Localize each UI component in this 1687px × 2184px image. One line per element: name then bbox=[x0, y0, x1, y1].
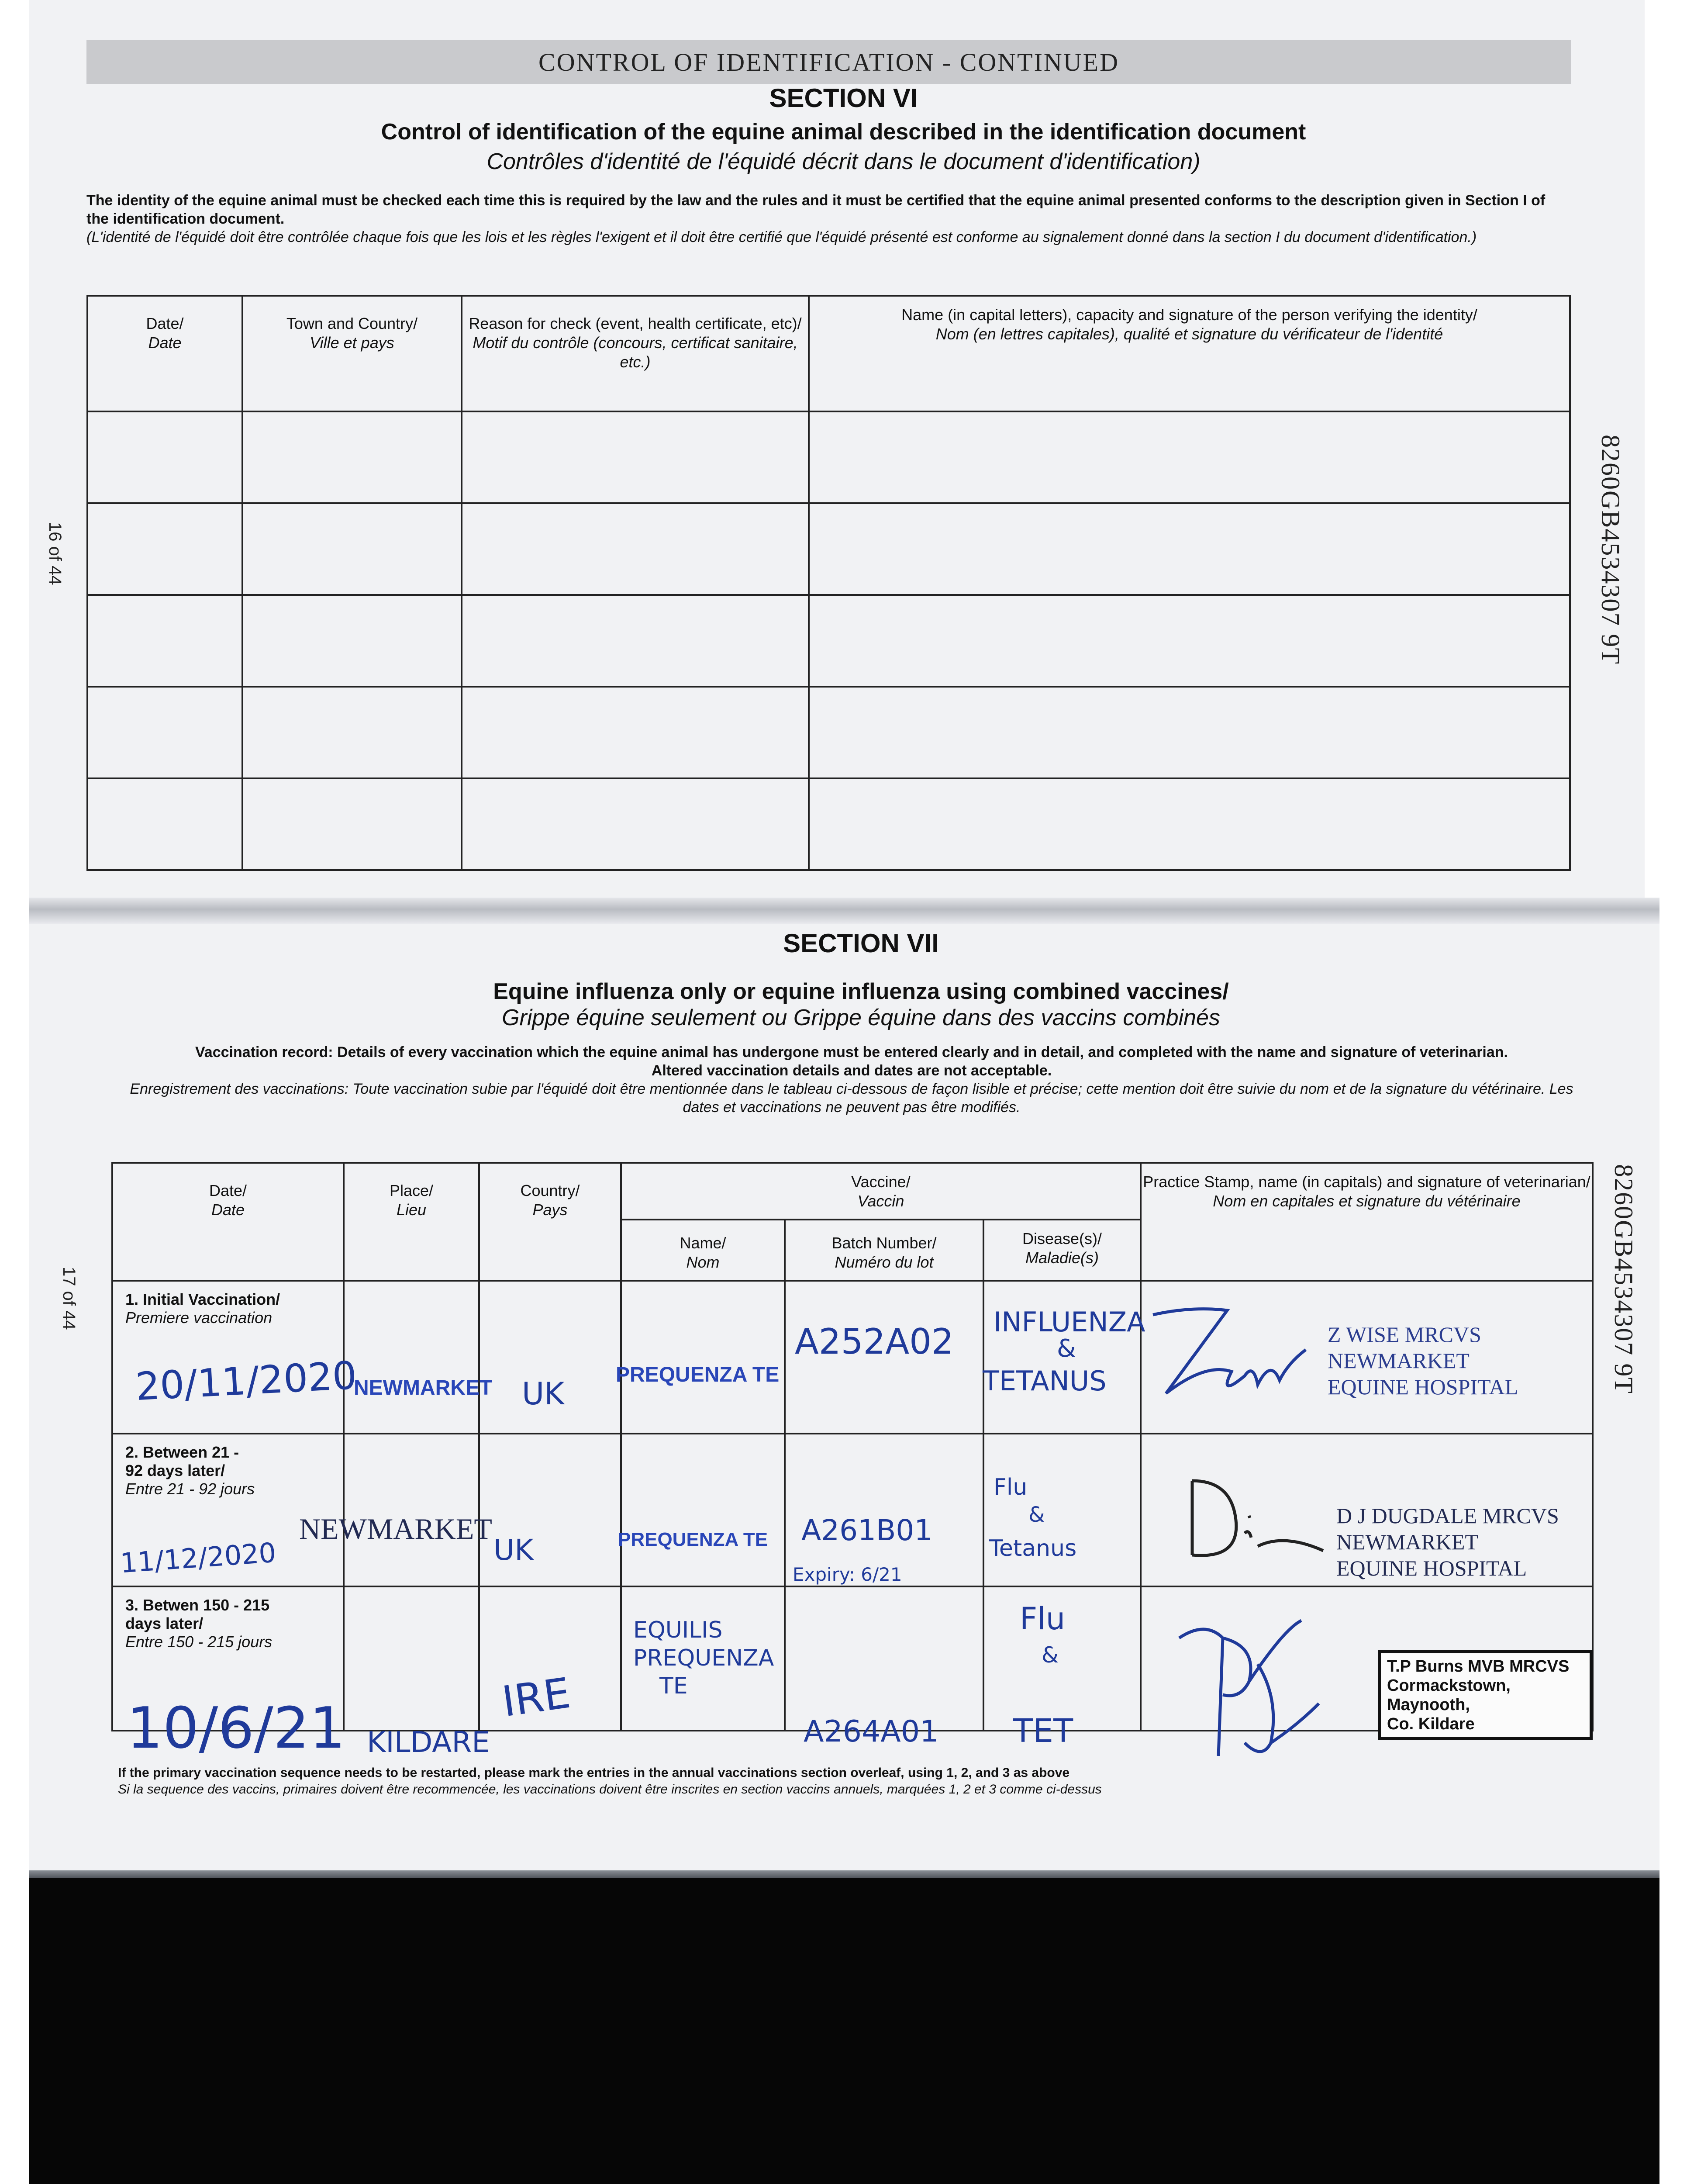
row1-signature bbox=[1140, 1297, 1314, 1413]
row1-disease-1: INFLUENZA bbox=[994, 1306, 1145, 1338]
vac-col-place-fr: Lieu bbox=[396, 1201, 427, 1219]
row3-date: 10/6/21 bbox=[127, 1695, 346, 1761]
id-cell[interactable] bbox=[462, 411, 809, 503]
passport-number-bottom: 8260GB4534307 9T bbox=[1609, 1164, 1638, 1394]
row1-disease-2: & bbox=[1057, 1334, 1076, 1363]
row3-disease-2: & bbox=[1042, 1642, 1059, 1668]
vaccine-name-cell[interactable] bbox=[621, 1434, 785, 1586]
row3-batch: A264A01 bbox=[804, 1714, 939, 1749]
vac-col-disease-fr: Maladie(s) bbox=[1025, 1249, 1099, 1267]
row1-stamp-line1: Z WISE MRCVS bbox=[1328, 1322, 1481, 1347]
section6-title-en: Control of identification of the equine animal described in the identification document bbox=[381, 119, 1306, 145]
col-batch-header bbox=[785, 1220, 983, 1281]
section7-label: SECTION VII bbox=[783, 929, 939, 958]
id-cell[interactable] bbox=[242, 595, 462, 687]
row3-vaccine-name bbox=[633, 1616, 774, 1700]
section7-title-en: Equine influenza only or equine influenza using combined vaccines/ bbox=[493, 979, 1229, 1004]
row3-label-en: 3. Betwen 150 - 215 days later/ bbox=[125, 1596, 270, 1632]
col-vaccine-header bbox=[621, 1163, 1141, 1220]
page-label-16: 16 of 44 bbox=[45, 522, 65, 585]
row2-vaccine-name: PREQUENZA TE bbox=[618, 1529, 768, 1550]
row3-vaccine-line3: TE bbox=[659, 1673, 688, 1699]
vac-col-vaccine-fr: Vaccin bbox=[857, 1192, 904, 1210]
col-verifier-header bbox=[809, 296, 1570, 411]
row1-country: UK bbox=[522, 1376, 565, 1412]
footnote-en: If the primary vaccination sequence needs to be restarted, please mark the entries in the annual vaccinations section overleaf, using 1, 2, and 3 as above bbox=[118, 1766, 1070, 1780]
col-vaccine-name-header bbox=[621, 1220, 785, 1281]
row3-country: IRE bbox=[499, 1668, 573, 1727]
col-reason-fr: Motif du contrôle (concours, certificat sanitaire, etc.) bbox=[473, 334, 798, 371]
row2-date: 11/12/2020 bbox=[119, 1536, 277, 1579]
row3-disease-1: Flu bbox=[1020, 1601, 1066, 1637]
vac-col-disease-en: Disease(s)/ bbox=[1022, 1230, 1102, 1248]
record-fr: Enregistrement des vaccinations: Toute vaccination subie par l'équidé doit être mentionnée dans le tableau ci-dessous de façon lisible et précise; cette mention doit être suivie du nom et de la signature du vétérinaire. Les dates et vaccinations ne peuvent pas être modifiés. bbox=[130, 1081, 1573, 1116]
header-bar bbox=[86, 40, 1571, 84]
batch-cell[interactable] bbox=[785, 1586, 983, 1731]
row2-stamp-line2: NEWMARKET bbox=[1336, 1530, 1478, 1554]
vac-col-batch-en: Batch Number/ bbox=[831, 1234, 937, 1252]
id-cell[interactable] bbox=[809, 503, 1570, 595]
id-cell[interactable] bbox=[242, 503, 462, 595]
record-en-1: Vaccination record: Details of every vaccination which the equine animal has undergone must be entered clearly and in detail, and completed with the name and signature of veterinarian. bbox=[195, 1044, 1508, 1061]
id-cell[interactable] bbox=[809, 778, 1570, 870]
section6-title-fr: Contrôles d'identité de l'équidé décrit dans le document d'identification) bbox=[486, 149, 1201, 174]
id-cell[interactable] bbox=[462, 595, 809, 687]
book-binding bbox=[29, 898, 1659, 924]
row2-country: UK bbox=[493, 1533, 534, 1567]
section7-footnote bbox=[118, 1765, 1559, 1798]
section7-record bbox=[118, 1043, 1585, 1116]
vac-col-date-en: Date/ bbox=[209, 1182, 247, 1199]
row3-disease-3: TET bbox=[1013, 1712, 1073, 1750]
place-cell[interactable] bbox=[344, 1281, 479, 1434]
row2-stamp-line1: D J DUGDALE MRCVS bbox=[1336, 1503, 1559, 1528]
col-disease-header bbox=[983, 1220, 1141, 1281]
record-en-2: Altered vaccination details and dates are not acceptable. bbox=[651, 1062, 1052, 1079]
col-verifier-en: Name (in capital letters), capacity and signature of the person verifying the identity/ bbox=[901, 306, 1477, 324]
vac-col-name-en: Name/ bbox=[680, 1234, 726, 1252]
col-verifier-fr: Nom (en lettres capitales), qualité et signature du vérificateur de l'identité bbox=[935, 325, 1443, 343]
place-cell[interactable] bbox=[344, 1434, 479, 1586]
place-cell[interactable] bbox=[344, 1586, 479, 1731]
row1-batch: A252A02 bbox=[795, 1321, 954, 1362]
row2-place: NEWMARKET bbox=[299, 1512, 492, 1545]
vac-col-batch-fr: Numéro du lot bbox=[835, 1253, 934, 1271]
id-cell[interactable] bbox=[809, 687, 1570, 778]
vaccination-header-row-1 bbox=[112, 1163, 1593, 1220]
row1-label-en: 1. Initial Vaccination/ bbox=[125, 1290, 280, 1308]
col-town-header bbox=[242, 296, 462, 411]
row3-stamp-line3: Co. Kildare bbox=[1387, 1715, 1475, 1733]
passport-number-top: 8260GB4534307 9T bbox=[1596, 435, 1625, 665]
id-cell[interactable] bbox=[87, 778, 242, 870]
row2-stamp-line3: EQUINE HOSPITAL bbox=[1336, 1556, 1527, 1580]
row2-disease-2: & bbox=[1028, 1503, 1045, 1527]
id-cell[interactable] bbox=[87, 411, 242, 503]
id-cell[interactable] bbox=[242, 411, 462, 503]
id-cell[interactable] bbox=[242, 778, 462, 870]
vac-col-stamp-en: Practice Stamp, name (in capitals) and signature of veterinarian/ bbox=[1143, 1173, 1590, 1191]
identification-row bbox=[87, 687, 1570, 778]
identification-row bbox=[87, 778, 1570, 870]
row1-stamp-line2: NEWMARKET bbox=[1328, 1348, 1470, 1373]
identification-row bbox=[87, 503, 1570, 595]
col-town-fr: Ville et pays bbox=[310, 334, 394, 352]
col-town-en: Town and Country/ bbox=[286, 314, 418, 332]
vac-col-stamp-fr: Nom en capitales et signature du vétérinaire bbox=[1213, 1192, 1521, 1210]
row3-stamp bbox=[1378, 1650, 1593, 1740]
col-country-header bbox=[479, 1163, 621, 1281]
row2-label-en: 2. Between 21 - 92 days later/ bbox=[125, 1443, 239, 1479]
identification-table bbox=[86, 295, 1571, 871]
col-date-en: Date/ bbox=[146, 314, 184, 332]
row2-batch: A261B01 bbox=[801, 1514, 933, 1547]
section6-label: SECTION VI bbox=[769, 83, 918, 113]
row2-disease-1: Flu bbox=[994, 1474, 1028, 1500]
id-cell[interactable] bbox=[809, 411, 1570, 503]
id-cell[interactable] bbox=[462, 778, 809, 870]
row1-stamp bbox=[1328, 1321, 1518, 1400]
row3-place: KILDARE bbox=[367, 1725, 490, 1759]
footnote-fr: Si la sequence des vaccins, primaires doivent être recommencée, les vaccinations doivent être inscrites en section vaccins annuels, marquées 1, 2 et 3 comme ci-dessus bbox=[118, 1782, 1102, 1797]
vac-col-vaccine-en: Vaccine/ bbox=[851, 1173, 911, 1191]
section6-intro-fr: (L'identité de l'équidé doit être contrôlée chaque fois que les lois et les règles l'exigent et il doit être certifié que l'équidé présenté est conforme au signalement donné dans la section I du document d'identification.) bbox=[86, 229, 1477, 245]
section6-intro-en: The identity of the equine animal must be checked each time this is required by the law and the rules and it must be certified that the equine animal presented conforms to the description given in Section I of the identification document. bbox=[86, 192, 1546, 227]
row2-label-fr: Entre 21 - 92 jours bbox=[125, 1480, 255, 1498]
col-stamp-header bbox=[1141, 1163, 1593, 1281]
id-cell[interactable] bbox=[87, 687, 242, 778]
row1-disease-3: TETANUS bbox=[983, 1365, 1107, 1397]
row3-label-fr: Entre 150 - 215 jours bbox=[125, 1633, 273, 1651]
row2-stamp bbox=[1336, 1503, 1559, 1581]
row1-vaccine-name: PREQUENZA TE bbox=[616, 1363, 780, 1386]
row2-disease-3: Tetanus bbox=[989, 1535, 1077, 1562]
dark-background bbox=[29, 1878, 1659, 2184]
section6-intro bbox=[86, 191, 1554, 246]
vac-col-date-fr: Date bbox=[211, 1201, 245, 1219]
row3-stamp-line2: Cormackstown, Maynooth, bbox=[1387, 1676, 1511, 1714]
vac-col-name-fr: Nom bbox=[686, 1253, 720, 1271]
col-place-header bbox=[344, 1163, 479, 1281]
row1-date: 20/11/2020 bbox=[134, 1352, 358, 1410]
identification-header-row bbox=[87, 296, 1570, 411]
col-date-header bbox=[112, 1163, 344, 1281]
disease-cell[interactable] bbox=[983, 1434, 1141, 1586]
row1-stamp-line3: EQUINE HOSPITAL bbox=[1328, 1375, 1518, 1399]
col-date-fr: Date bbox=[148, 334, 182, 352]
col-reason-en: Reason for check (event, health certificate, etc)/ bbox=[469, 314, 802, 332]
page-label-17: 17 of 44 bbox=[59, 1267, 79, 1330]
row2-signature bbox=[1175, 1468, 1332, 1583]
id-cell[interactable] bbox=[87, 503, 242, 595]
col-reason-header bbox=[462, 296, 809, 411]
col-date-header bbox=[87, 296, 242, 411]
vac-col-country-en: Country/ bbox=[520, 1182, 580, 1199]
header-bar-text: CONTROL OF IDENTIFICATION - CONTINUED bbox=[538, 48, 1119, 76]
identification-row bbox=[87, 411, 1570, 503]
row3-signature bbox=[1170, 1612, 1328, 1771]
id-cell[interactable] bbox=[87, 595, 242, 687]
vac-col-place-en: Place/ bbox=[389, 1182, 434, 1199]
id-cell[interactable] bbox=[462, 503, 809, 595]
vac-col-country-fr: Pays bbox=[532, 1201, 568, 1219]
row1-place-stamp: NEWMARKET bbox=[354, 1376, 493, 1400]
identification-row bbox=[87, 595, 1570, 687]
row2-expiry: Expiry: 6/21 bbox=[793, 1564, 902, 1585]
row3-vaccine-line1: EQUILIS bbox=[633, 1617, 723, 1643]
vaccine-name-cell[interactable] bbox=[621, 1281, 785, 1434]
row1-label-fr: Premiere vaccination bbox=[125, 1309, 273, 1327]
id-cell[interactable] bbox=[809, 595, 1570, 687]
id-cell[interactable] bbox=[242, 687, 462, 778]
section7-title-fr: Grippe équine seulement ou Grippe équine dans des vaccins combinés bbox=[502, 1005, 1220, 1030]
row3-stamp-line1: T.P Burns MVB MRCVS bbox=[1387, 1657, 1570, 1676]
row3-vaccine-line2: PREQUENZA bbox=[633, 1645, 774, 1671]
id-cell[interactable] bbox=[462, 687, 809, 778]
vaccination-table bbox=[111, 1162, 1594, 1731]
